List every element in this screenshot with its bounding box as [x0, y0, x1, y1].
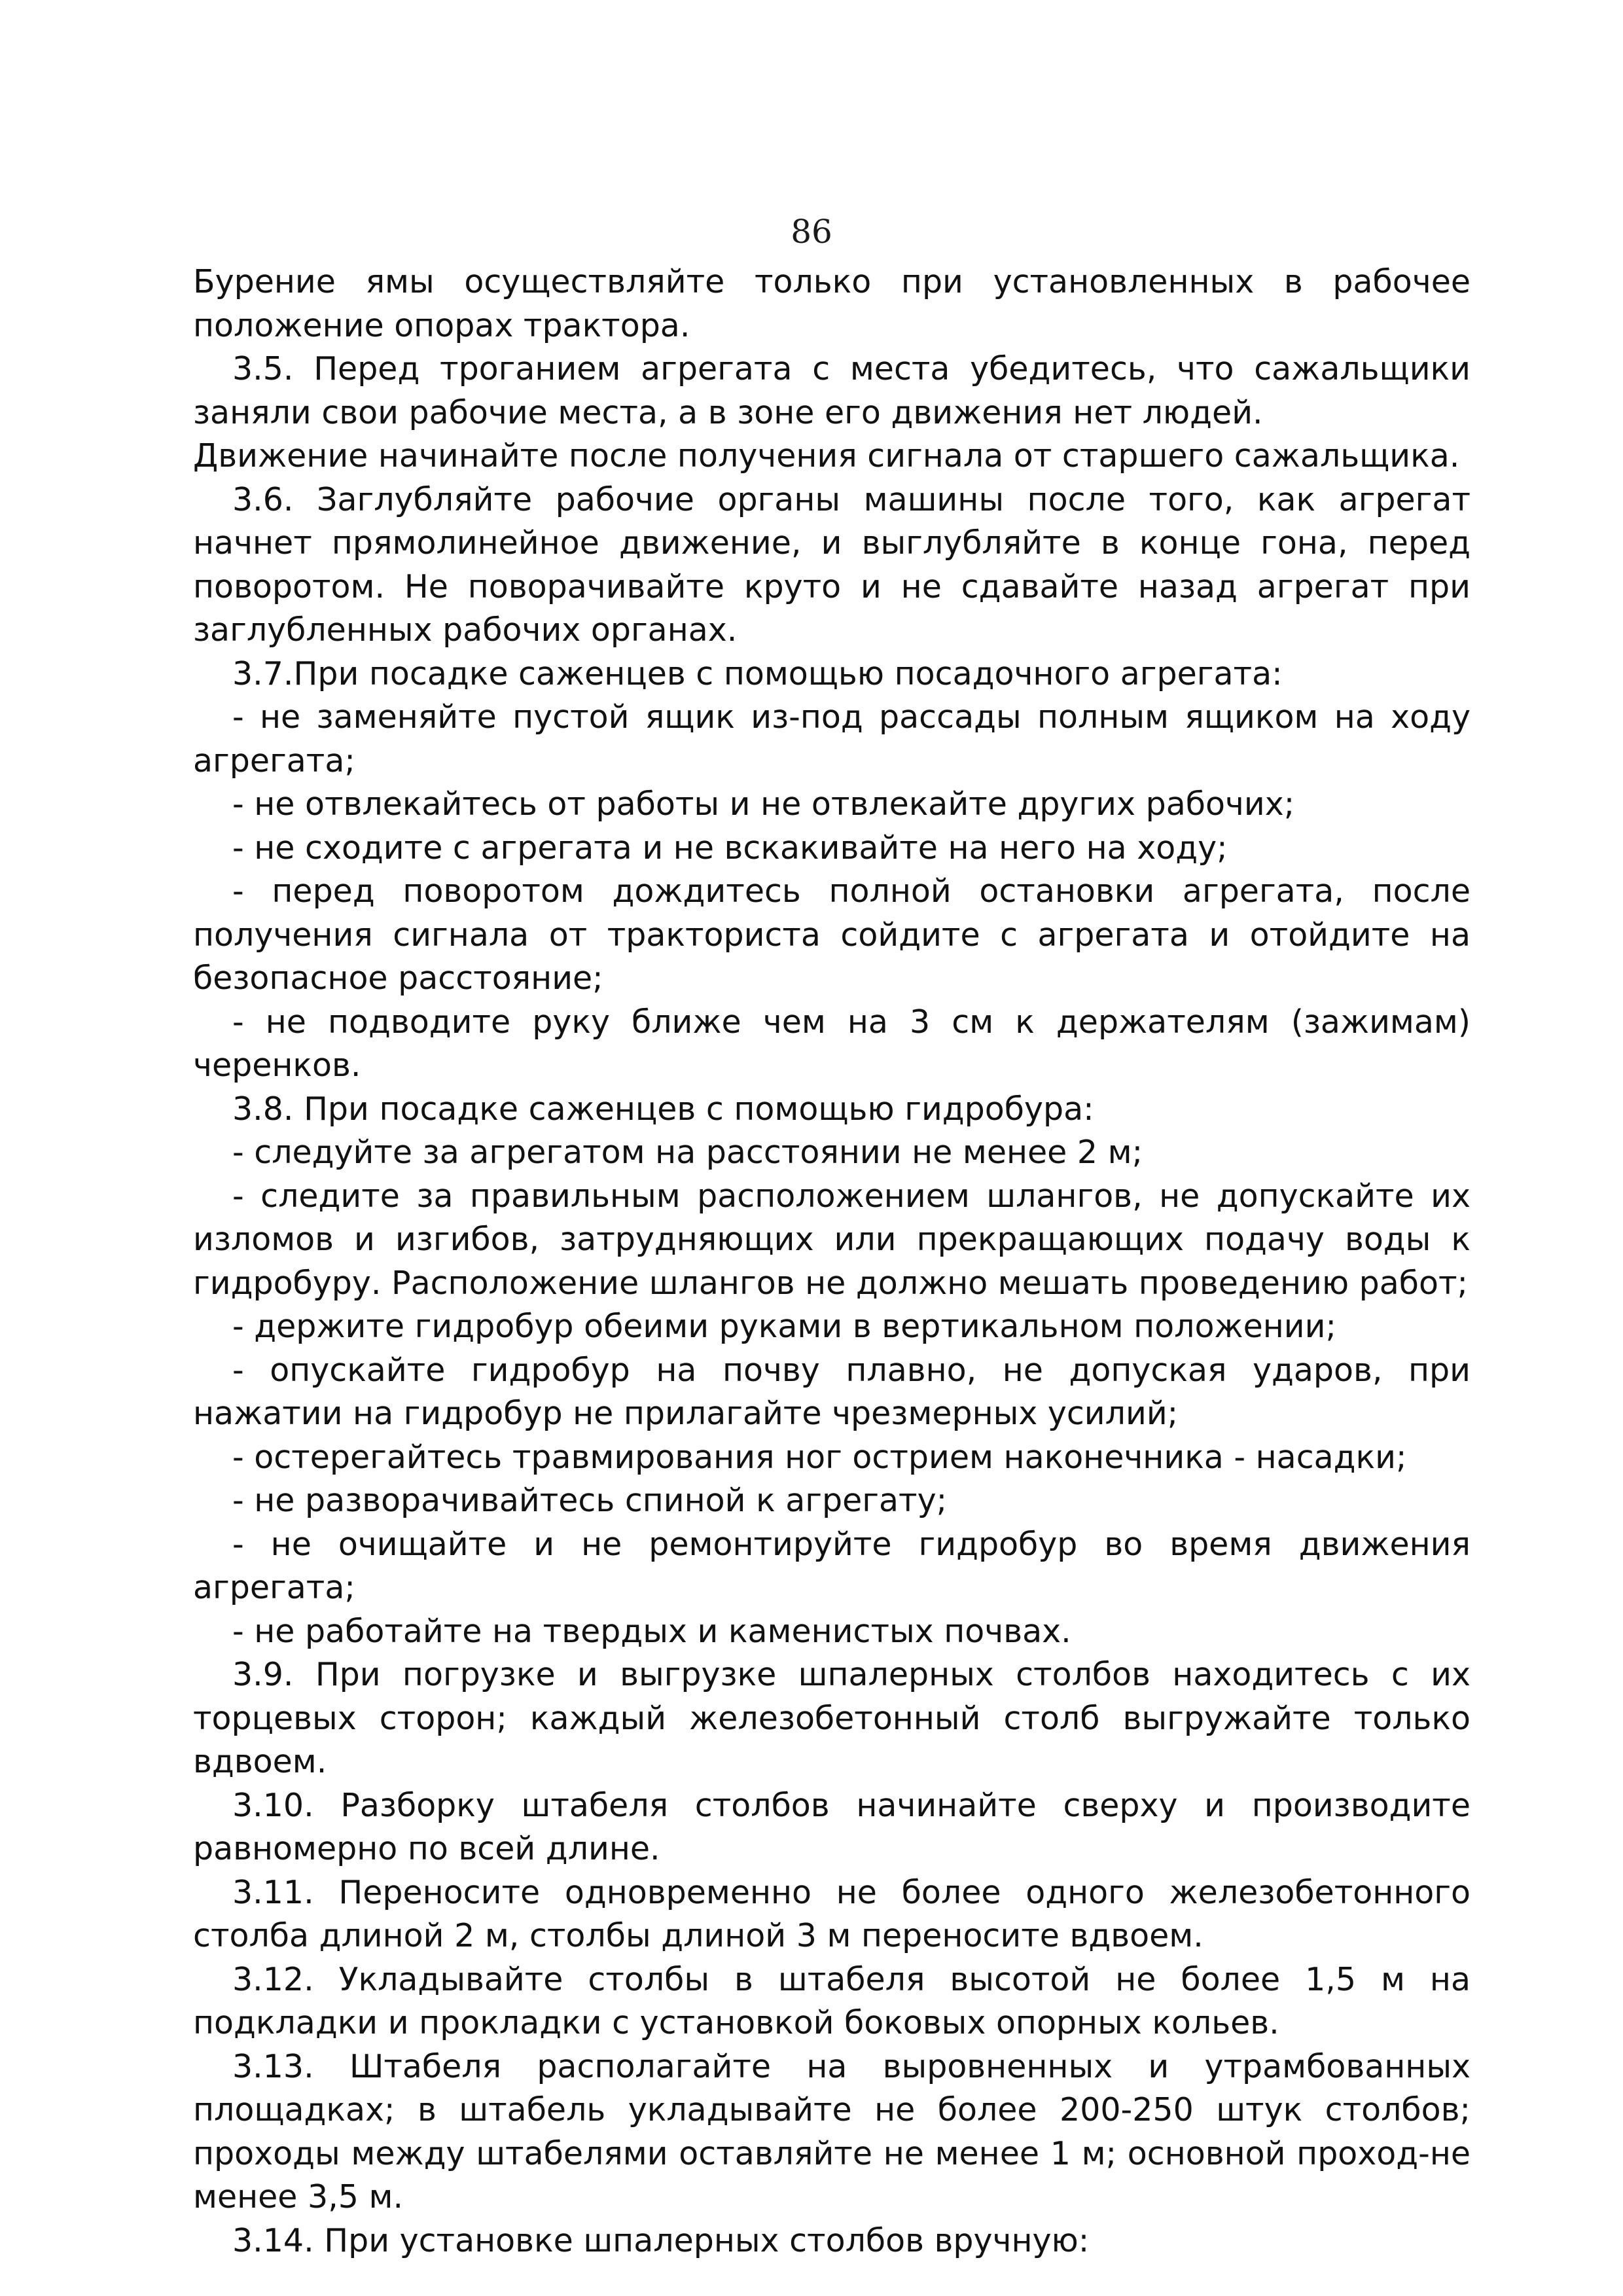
paragraph-p10: - не подводите руку ближе чем на 3 см к держателям (зажимам) черенков.: [193, 1003, 1471, 1084]
paragraph-p06: - не заменяйте пустой ящик из-под рассады полным ящиком на ходу агрегата;: [193, 698, 1471, 780]
paragraph-p02: 3.5. Перед троганием агрегата с места убедитесь, что сажальщики заняли свои рабочие места, а в зоне его движения нет людей.: [193, 350, 1471, 431]
paragraph-p04: 3.6. Заглубляйте рабочие органы машины после того, как агрегат начнет прямолинейное движение, и выглубляйте в конце гона, перед поворотом. Не поворачивайте круто и не сдавайте назад агрегат при заглубленных рабочих органах.: [193, 480, 1471, 649]
paragraph-p21: 3.10. Разборку штабеля столбов начинайте сверху и производите равномерно по всей длине.: [193, 1786, 1471, 1867]
paragraph-p05: 3.7.При посадке саженцев с помощью посадочного агрегата:: [232, 655, 1283, 692]
paragraph-p19: - не работайте на твердых и каменистых почвах.: [232, 1612, 1071, 1650]
paragraph-p16: - остерегайтесь травмирования ног острием наконечника - насадки;: [232, 1438, 1407, 1476]
paragraph-p13: - следите за правильным расположением шлангов, не допускайте их изломов и изгибов, затрудняющих или прекращающих подачу воды к гидробуру. Расположение шлангов не должно мешать проведению работ;: [193, 1177, 1471, 1302]
paragraph-p08: - не сходите с агрегата и не вскакивайте на него на ходу;: [232, 829, 1228, 867]
paragraph-p18: - не очищайте и не ремонтируйте гидробур во время движения агрегата;: [193, 1525, 1471, 1606]
paragraph-p07: - не отвлекайтесь от работы и не отвлекайте других рабочих;: [232, 785, 1295, 823]
page-number: 86: [791, 213, 832, 251]
paragraph-p23: 3.12. Укладывайте столбы в штабеля высотой не более 1,5 м на подкладки и прокладки с установкой боковых опорных кольев.: [193, 1960, 1471, 2041]
paragraph-p14: - держите гидробур обеими руками в вертикальном положении;: [232, 1308, 1336, 1345]
paragraph-p22: 3.11. Переносите одновременно не более одного железобетонного столба длиной 2 м, столбы длиной 3 м переносите вдвоем.: [193, 1873, 1471, 1954]
paragraph-p09: - перед поворотом дождитесь полной остановки агрегата, после получения сигнала от тракториста сойдите с агрегата и отойдите на безопасное расстояние;: [193, 872, 1471, 997]
paragraph-p11: 3.8. При посадке саженцев с помощью гидробура:: [232, 1090, 1094, 1128]
paragraph-p01: Бурение ямы осуществляйте только при установленных в рабочее положение опорах трактора.: [193, 263, 1471, 344]
paragraph-p12: - следуйте за агрегатом на расстоянии не менее 2 м;: [232, 1134, 1143, 1171]
paragraph-p20: 3.9. При погрузке и выгрузке шпалерных столбов находитесь с их торцевых сторон; каждый железобетонный столб выгружайте только вдвоем.: [193, 1656, 1471, 1780]
paragraph-p15: - опускайте гидробур на почву плавно, не допуская ударов, при нажатии на гидробур не прилагайте чрезмерных усилий;: [193, 1351, 1471, 1432]
paragraph-p17: - не разворачивайтесь спиной к агрегату;: [232, 1482, 948, 1519]
body-text: [193, 260, 1471, 2263]
paragraph-p24: 3.13. Штабеля располагайте на выровненных и утрамбованных площадках; в штабель укладывайте не более 200-250 штук столбов; проходы между штабелями оставляйте не менее 1 м; основной проход-не менее 3,5 м.: [193, 2047, 1471, 2215]
paragraph-p03: Движение начинайте после получения сигнала от старшего сажальщика.: [193, 437, 1460, 475]
paragraph-p25: 3.14. При установке шпалерных столбов вручную:: [232, 2221, 1090, 2259]
